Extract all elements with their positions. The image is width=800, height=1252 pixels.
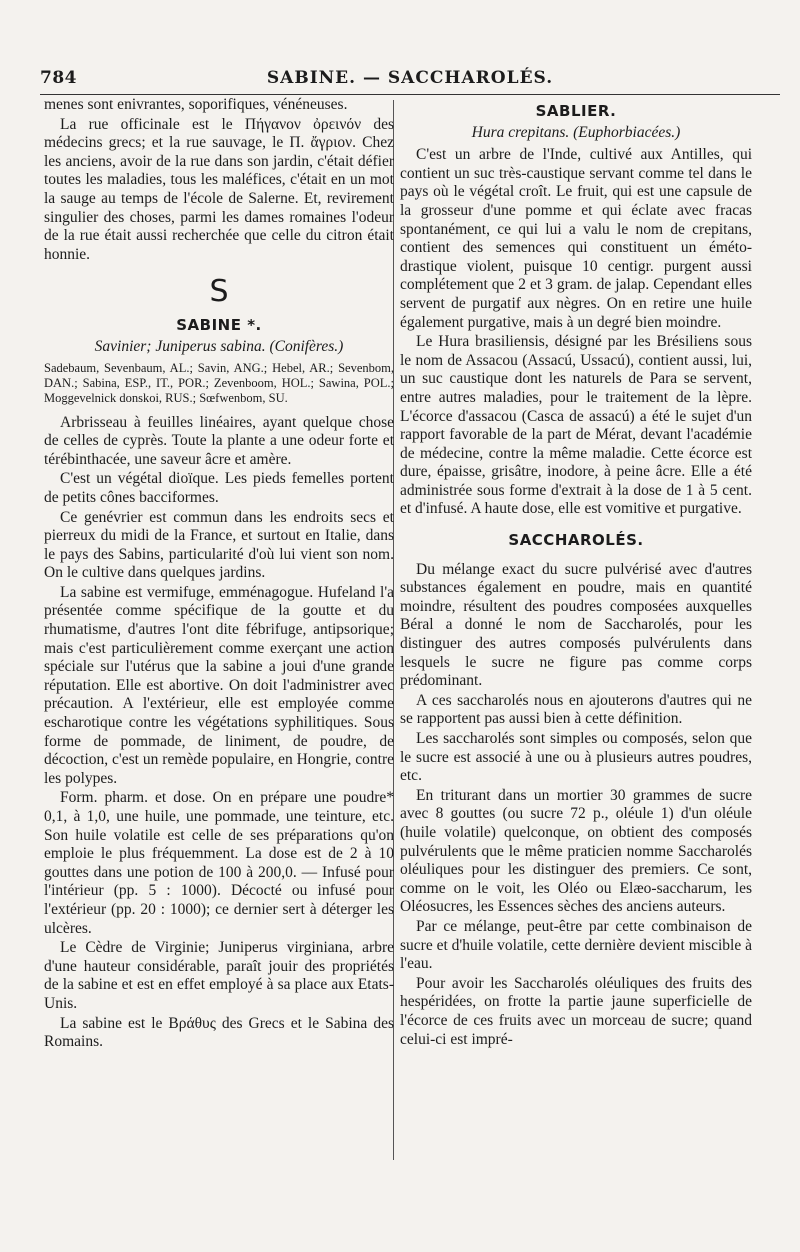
- paragraph: Ce genévrier est commun dans les endroits secs et pierreux du midi de la France, et surtout en Italie, dans le pays des Sabins, particularité d'où lui vient son nom. On le cultive dans quelques jardins.: [44, 508, 394, 582]
- entry-heading-sabine: SABINE *.: [176, 316, 262, 335]
- paragraph: La sabine est le Βράθυς des Grecs et le Sabina des Romains.: [44, 1014, 394, 1051]
- page-header: [40, 64, 780, 95]
- paragraph: menes sont enivrantes, soporifiques, vénéneuses.: [44, 96, 348, 113]
- entry-heading-saccharoles: SACCHAROLÉS.: [508, 531, 644, 550]
- spacer: [400, 553, 752, 561]
- section-letter: S: [209, 274, 229, 310]
- paragraph: C'est un arbre de l'Inde, cultivé aux Antilles, qui contient un suc très-caustique servant comme tel dans le pays où le végétal croît. Le fruit, qui est une capsule de la grosseur d'une pomme et qui éclate avec fracas spontanément, ce qui lui a valu le nom de crepitans, contient des semences qui constituent un éméto-drastique violent, puisque 10 centigr. purgent aussi complétement que 2 et 3 gram. de jalap. Cependant elles servent de purgatif aux nègres. On en retire une huile également purgative, mais à un degré bien moindre.: [400, 146, 752, 331]
- page-number: 784: [40, 68, 77, 88]
- paragraph: Par ce mélange, peut-être par cette combinaison de sucre et d'huile volatile, cette dernière devient miscible à l'eau.: [400, 917, 752, 973]
- entry-heading-sablier: SABLIER.: [535, 102, 617, 120]
- entry-latin-name: Hura crepitans. (Euphorbiacées.): [471, 123, 681, 141]
- paragraph: Le Hura brasiliensis, désigné par les Brésiliens sous le nom de Assacou (Assacú, Ussacú), contient aussi, lui, un suc caustique dont les naturels de Para se servent, entre autres maladies, pour le traitement de la lèpre. L'écorce d'assacou (Casca de assacú) a été le sujet d'un rapport favorable de la part de Mérat, devant l'académie de médecine, contre la même maladie. Cette écorce est dure, épaisse, grisâtre, inodore, à peine âcre. Elle a été administrée sous forme d'extrait à la dose de 1 à 5 cent. et d'infusé. A haute dose, elle est vomitive et purgative.: [400, 333, 752, 518]
- entry-latin-name: Savinier; Juniperus sabina. (Conifères.): [94, 337, 344, 355]
- paragraph: La sabine est vermifuge, emménagogue. Hufeland l'a présentée comme spécifique de la goutte et du rhumatisme, d'autres l'ont dite fébrifuge, antipsorique; mais c'est particulièrement comme exerçant une action spéciale sur l'utérus que la sabine a joui d'une grande réputation. Elle est abortive. On doit l'administrer avec précaution. A l'extérieur, elle est employée comme escharotique contre les végétations syphilitiques. Sous forme de pommade, de liniment, de poudre, de décoction, c'est un remède populaire, en Hongrie, contre les polypes.: [44, 583, 394, 787]
- paragraph: Du mélange exact du sucre pulvérisé avec d'autres substances également en poudre, mais en quantité moindre, résultent des poudres composées auxquelles Béral a donné le nom de Saccharolés, pour les distinguer des autres composés pulvérulents dans lesquels le sucre ne figure pas comme corps prédominant.: [400, 560, 752, 690]
- running-head: SABINE. — SACCHAROLÉS.: [266, 68, 554, 88]
- left-column: [44, 96, 394, 1053]
- paragraph: En triturant dans un mortier 30 grammes de sucre avec 8 gouttes (ou sucre 72 p., oléule 1) d'un oléule (huile volatile) quelconque, on obtient des composés pulvérulents que le même praticien nomme Saccharolés oléuliques pour les distinguer des premiers. Ce sont, comme on le voit, les Oléo ou Elæo-saccharum, les Oléosucres, les Essences sèches des anciens auteurs.: [400, 786, 752, 916]
- paragraph: C'est un végétal dioïque. Les pieds femelles portent de petits cônes bacciformes.: [44, 470, 394, 506]
- paragraph: La rue officinale est le Πήγανον ὀρεινόν des médecins grecs; et la rue sauvage, le Π. ἄγριον. Chez les anciens, avoir de la rue dans son jardin, c'était défier toutes les maladies, tous les maléfices, c'était en un mot la sauge au temps de l'école de Salerne. Et, revirement singulier des choses, parmi les dames romaines l'odeur de la rue était aussi recherchée que celle du citron était honnie.: [44, 115, 394, 263]
- paragraph: Form. pharm. et dose. On en prépare une poudre* 0,1, à 1,0, une huile, une pommade, une teinture, etc. Son huile volatile est celle de ses préparations qu'on emploie le plus fréquemment. La dose est de 2 à 10 gouttes dans une potion de 100 à 200,0. — Infusé pour l'intérieur (pp. 5 : 1000). Décocté ou infusé pour l'extérieur (pp. 20 : 1000); ce dernier sert à déterger les ulcères.: [44, 789, 394, 937]
- paragraph: Pour avoir les Saccharolés oléuliques des fruits des hespéridées, on frotte la partie jaune superficielle de l'écorce de ces fruits avec un morceau de sucre; quand celui-ci est impré-: [400, 974, 752, 1048]
- paragraph: Arbrisseau à feuilles linéaires, ayant quelque chose de celles de cyprès. Toute la plante a une odeur forte et térébinthacée, une saveur âcre et amère.: [44, 413, 394, 468]
- entry-synonyms: Sadebaum, Sevenbaum, AL.; Savin, ANG.; Hebel, AR.; Sevenbom, DAN.; Sabina, ESP., IT., POR.; Zevenboom, HOL.; Sawina, POL.; Moggevelnick donskoi, RUS.; Sœfwenbom, SU.: [44, 360, 394, 405]
- paragraph: Le Cèdre de Virginie; Juniperus virginiana, arbre d'une hauteur considérable, paraît jouir des propriétés de la sabine et est en effet employé à sa place aux Etats-Unis.: [44, 939, 394, 1012]
- paragraph: A ces saccharolés nous en ajouterons d'autres qui ne se rapportent pas aussi bien à cette définition.: [400, 691, 752, 728]
- right-column: [400, 96, 752, 1050]
- paragraph: Les saccharolés sont simples ou composés, selon que le sucre est associé à une ou à plusieurs autres poudres, etc.: [400, 730, 752, 785]
